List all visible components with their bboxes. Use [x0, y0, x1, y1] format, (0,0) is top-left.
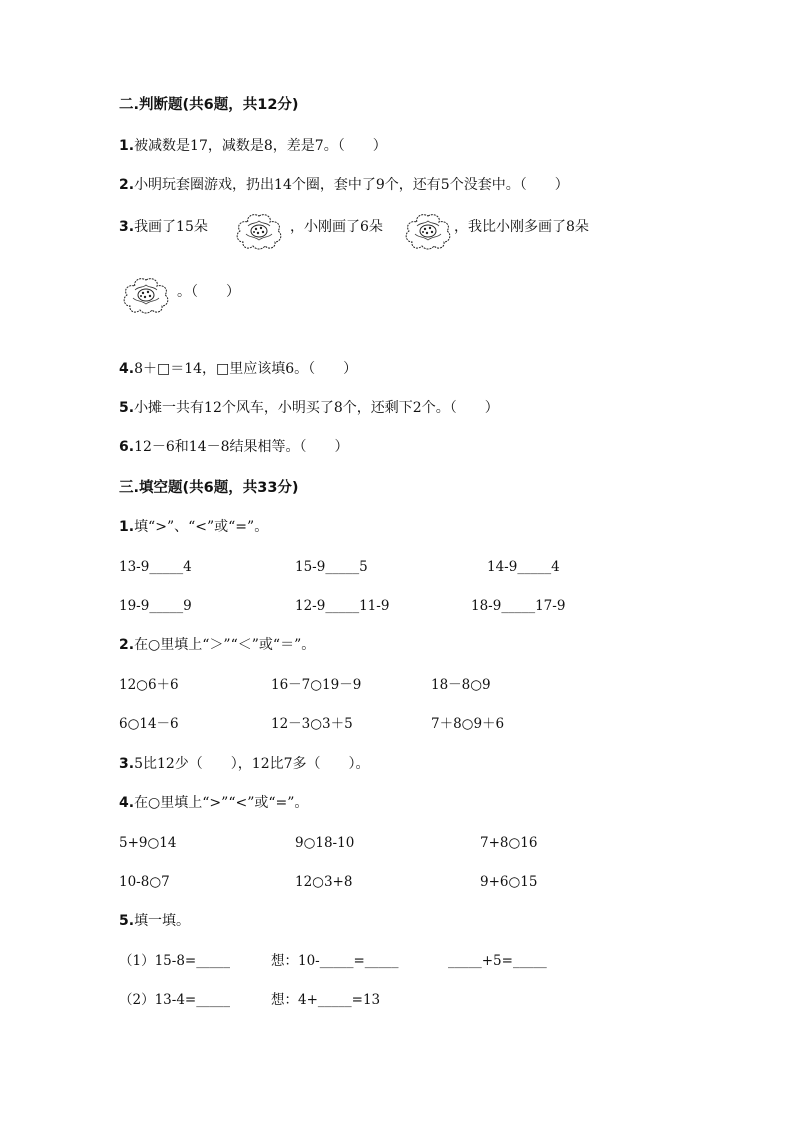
question-text: 8＋□＝14，□里应该填6。（ ）: [134, 361, 358, 377]
question-text-part1: 我画了15朵: [134, 219, 208, 235]
exercise-cell: 9+6○15: [480, 874, 538, 890]
exercise-cell: 12○3+8: [295, 874, 353, 890]
section-heading-fill-in: 三.填空题(共6题，共33分): [119, 480, 299, 496]
question-number: 1.: [119, 519, 135, 535]
question-text: 填一填。: [134, 913, 191, 929]
question-text: 小摊一共有12个风车，小明买了8个，还剩下2个。（ ）: [134, 400, 499, 416]
question-number: 5.: [119, 400, 135, 416]
exercise-cell: 18－8○9: [431, 677, 491, 693]
fill-question-1: [119, 518, 268, 536]
question-number: 4.: [119, 361, 135, 377]
question-2: [119, 176, 569, 194]
section-heading-judgement: 二.判断题(共6题，共12分): [119, 97, 299, 113]
flower-icon: [403, 212, 453, 250]
exercise-cell: 6○14－6: [119, 716, 179, 732]
question-1: [119, 137, 387, 155]
exercise-cell: 13-9_____4: [119, 559, 192, 575]
question-text: 在○里填上“＞”“＜”或“＝”。: [134, 637, 316, 653]
fill-question-5: [119, 912, 190, 930]
question-text: 小明玩套圈游戏，扔出14个圈，套中了9个，还有5个没套中。（ ）: [134, 177, 569, 193]
flower-icon: [234, 212, 284, 250]
question-6: [119, 438, 349, 456]
exercise-cell: 15-9_____5: [295, 559, 368, 575]
question-text-part3: ，我比小刚多画了8朵: [454, 219, 589, 235]
question-text: 在○里填上“>”“<”或“=”。: [134, 795, 309, 811]
exercise-cell: 7＋8○9＋6: [431, 716, 505, 732]
exercise-cell: 10-8○7: [119, 874, 170, 890]
exercise-cell: 7+8○16: [480, 835, 538, 851]
question-text: 被减数是17，减数是8，差是7。（ ）: [134, 138, 387, 154]
question-5: [119, 399, 499, 417]
exercise-cell: _____+5=_____: [448, 953, 547, 969]
question-3: [119, 218, 208, 236]
question-number: 1.: [119, 138, 135, 154]
question-text-part4: 。（ ）: [177, 284, 240, 300]
exercise-cell: 想：10-_____=_____: [271, 953, 399, 969]
exercise-cell: 12－3○3＋5: [271, 716, 353, 732]
question-text: 5比12少（ ），12比7多（ ）。: [134, 756, 370, 772]
exercise-cell: 9○18-10: [295, 835, 355, 851]
exercise-cell: 12○6＋6: [119, 677, 179, 693]
flower-icon: [121, 276, 171, 314]
exercise-cell: （1）15-8=_____: [119, 953, 230, 969]
exercise-cell: 12-9_____11-9: [295, 598, 390, 614]
fill-question-4: [119, 794, 308, 812]
exercise-cell: （2）13-4=_____: [119, 992, 230, 1008]
question-text-part2: ，小刚画了6朵: [290, 219, 383, 235]
exercise-cell: 14-9_____4: [487, 559, 560, 575]
question-4: [119, 360, 357, 378]
exercise-cell: 想：4+_____=13: [271, 992, 381, 1008]
question-text: 12－6和14－8结果相等。（ ）: [134, 439, 349, 455]
exercise-cell: 18-9_____17-9: [471, 598, 566, 614]
question-number: 6.: [119, 439, 135, 455]
question-number: 3.: [119, 756, 135, 772]
exercise-cell: 16－7○19－9: [271, 677, 362, 693]
question-number: 3.: [119, 219, 135, 235]
question-number: 4.: [119, 795, 135, 811]
question-text: 填“>”、“<”或“=”。: [134, 519, 269, 535]
question-number: 5.: [119, 913, 135, 929]
question-number: 2.: [119, 637, 135, 653]
exercise-cell: 5+9○14: [119, 835, 177, 851]
exercise-cell: 19-9_____9: [119, 598, 192, 614]
fill-question-2: [119, 636, 315, 654]
question-number: 2.: [119, 177, 135, 193]
fill-question-3: [119, 755, 370, 773]
